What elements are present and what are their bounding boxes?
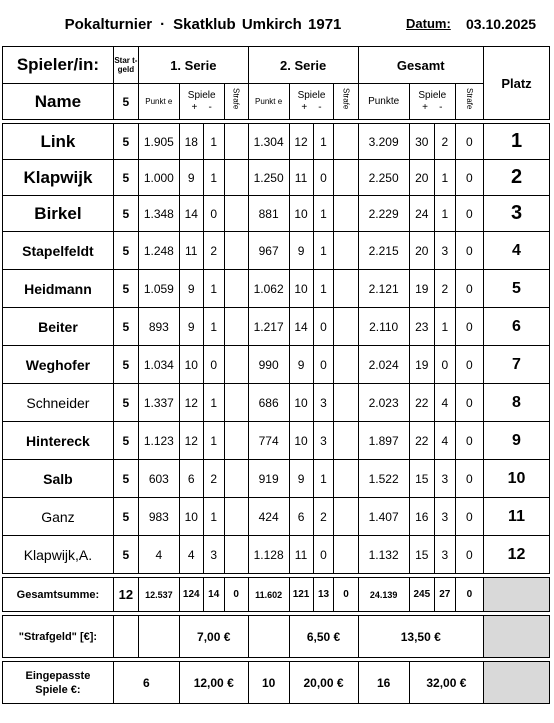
s2-lost: 1 [313,270,334,308]
total-points: 1.407 [358,498,409,536]
s1-lost: 2 [203,232,224,270]
s1-penalty [224,124,248,160]
s1-won: 14 [179,196,203,232]
fee-empty [113,616,138,658]
s1-won: 18 [179,124,203,160]
total-penalty: 0 [455,422,483,460]
s2-games-header: Spiele + - [289,84,334,120]
player-rank: 7 [484,346,550,384]
place-header: Platz [484,47,550,120]
player-rank: 2 [484,160,550,196]
total-penalty: 0 [455,460,483,498]
player-row [3,308,550,346]
player-start: 5 [113,196,138,232]
total-penalty: 0 [455,232,483,270]
totals-s2-points: 11.602 [248,578,289,612]
player-row [3,384,550,422]
s1-lost: 2 [203,460,224,498]
s2-lost: 0 [313,346,334,384]
s2-won: 11 [289,160,313,196]
fit-s1-amount: 12,00 € [179,662,248,704]
s1-lost: 1 [203,308,224,346]
total-header: Gesamt [358,47,483,84]
player-start: 5 [113,124,138,160]
s1-points-header: Punkt e [138,84,179,120]
player-rank: 12 [484,536,550,574]
player-rank: 10 [484,460,550,498]
total-lost: 2 [434,124,455,160]
totals-s2-won: 121 [289,578,313,612]
s1-penalty [224,384,248,422]
total-points: 2.024 [358,346,409,384]
totals-s1-points: 12.537 [138,578,179,612]
player-name: Birkel [3,196,114,232]
player-name: Schneider [3,384,114,422]
s2-penalty [334,536,358,574]
s1-penalty [224,308,248,346]
s1-points: 1.034 [138,346,179,384]
total-penalty: 0 [455,498,483,536]
title-separator: · [160,15,166,33]
player-row [3,346,550,384]
s1-lost: 0 [203,346,224,384]
total-penalty: 0 [455,346,483,384]
s2-penalty [334,346,358,384]
player-start: 5 [113,346,138,384]
s1-won: 6 [179,460,203,498]
s1-points: 1.059 [138,270,179,308]
s2-won: 10 [289,196,313,232]
s2-penalty [334,270,358,308]
sheet-header [2,2,550,46]
fee-s1-empty [138,616,179,658]
player-name: Klapwijk,A. [3,536,114,574]
s1-won: 9 [179,270,203,308]
s1-points: 4 [138,536,179,574]
fee-s2-empty [248,616,289,658]
fee-row [3,616,550,658]
totals-s1-won: 124 [179,578,203,612]
title-event: Pokalturnier [64,15,153,33]
fee-rank-empty [484,616,550,658]
total-points: 1.522 [358,460,409,498]
totals-s1-penalty: 0 [224,578,248,612]
total-penalty: 0 [455,270,483,308]
player-start: 5 [113,460,138,498]
s2-lost: 0 [313,160,334,196]
totals-s2-penalty: 0 [334,578,358,612]
fee-total: 13,50 € [358,616,483,658]
s1-penalty [224,270,248,308]
player-rank: 1 [484,124,550,160]
player-start: 5 [113,536,138,574]
s2-lost: 0 [313,308,334,346]
s2-lost: 1 [313,124,334,160]
fee-serie1: 7,00 € [179,616,248,658]
totals-total-penalty: 0 [455,578,483,612]
s2-won: 10 [289,422,313,460]
total-points: 2.215 [358,232,409,270]
player-start: 5 [113,498,138,536]
total-won: 22 [409,384,434,422]
total-penalty: 0 [455,384,483,422]
s2-points-header: Punkt e [248,84,289,120]
s2-points: 990 [248,346,289,384]
s2-lost: 1 [313,460,334,498]
totals-total-points: 24.139 [358,578,409,612]
s2-points: 424 [248,498,289,536]
s1-penalty [224,460,248,498]
s1-lost: 1 [203,270,224,308]
s1-points: 603 [138,460,179,498]
fit-total-count: 16 [358,662,409,704]
s2-points: 967 [248,232,289,270]
header-row-1 [3,47,550,84]
s1-penalty [224,232,248,270]
total-points: 2.121 [358,270,409,308]
player-name: Hintereck [3,422,114,460]
fit-rank-empty [484,662,550,704]
s1-lost: 1 [203,160,224,196]
s2-won: 6 [289,498,313,536]
total-won: 15 [409,536,434,574]
s1-lost: 0 [203,196,224,232]
player-start: 5 [113,270,138,308]
results-table [2,46,550,704]
player-rank: 8 [484,384,550,422]
total-won: 22 [409,422,434,460]
player-row [3,270,550,308]
s2-lost: 3 [313,422,334,460]
s1-points: 1.123 [138,422,179,460]
s1-points: 1.248 [138,232,179,270]
total-won: 15 [409,460,434,498]
total-penalty: 0 [455,196,483,232]
fee-serie2: 6,50 € [289,616,358,658]
s2-penalty [334,422,358,460]
total-points: 1.897 [358,422,409,460]
date-value: 03.10.2025 [466,16,537,32]
s1-points: 1.000 [138,160,179,196]
s1-won: 11 [179,232,203,270]
s2-penalty [334,124,358,160]
s2-points: 1.304 [248,124,289,160]
total-penalty: 0 [455,308,483,346]
s2-won: 14 [289,308,313,346]
player-name: Heidmann [3,270,114,308]
title-club: Skatklub Umkirch 1971 [173,15,342,33]
s2-penalty [334,384,358,422]
total-lost: 1 [434,196,455,232]
s1-lost: 1 [203,124,224,160]
s2-penalty [334,460,358,498]
player-rank: 3 [484,196,550,232]
total-points: 1.132 [358,536,409,574]
s1-points: 893 [138,308,179,346]
totals-s2-lost: 13 [313,578,334,612]
s1-penalty [224,498,248,536]
name-header: Name [3,84,114,120]
player-row [3,498,550,536]
total-penalty: 0 [455,536,483,574]
s1-lost: 1 [203,384,224,422]
total-lost: 3 [434,232,455,270]
s1-won: 9 [179,160,203,196]
serie1-header: 1. Serie [138,47,248,84]
totals-total-lost: 27 [434,578,455,612]
player-name: Klapwijk [3,160,114,196]
player-row [3,160,550,196]
total-won: 23 [409,308,434,346]
s2-penalty [334,498,358,536]
start-fee-header: Star t- geld [113,47,138,84]
s1-won: 10 [179,346,203,384]
total-won: 20 [409,232,434,270]
player-start: 5 [113,232,138,270]
s2-won: 9 [289,346,313,384]
total-games-header: Spiele + - [409,84,455,120]
s2-penalty [334,308,358,346]
total-lost: 3 [434,498,455,536]
total-points: 2.229 [358,196,409,232]
player-rank: 4 [484,232,550,270]
s2-points: 881 [248,196,289,232]
s1-won: 9 [179,308,203,346]
total-points: 2.250 [358,160,409,196]
fit-s2-count: 10 [248,662,289,704]
total-lost: 3 [434,536,455,574]
totals-total-won: 245 [409,578,434,612]
s2-won: 11 [289,536,313,574]
s1-won: 12 [179,384,203,422]
total-points: 3.209 [358,124,409,160]
s1-won: 4 [179,536,203,574]
s1-penalty [224,422,248,460]
player-row [3,422,550,460]
serie2-header: 2. Serie [248,47,358,84]
total-won: 24 [409,196,434,232]
s1-points: 1.337 [138,384,179,422]
total-points: 2.023 [358,384,409,422]
s2-points: 1.217 [248,308,289,346]
total-won: 20 [409,160,434,196]
total-lost: 2 [434,270,455,308]
player-row [3,460,550,498]
total-lost: 4 [434,384,455,422]
player-start: 5 [113,422,138,460]
s1-won: 10 [179,498,203,536]
fit-total-amount: 32,00 € [409,662,483,704]
totals-rank-empty [484,578,550,612]
s1-penalty [224,346,248,384]
player-name: Stapelfeldt [3,232,114,270]
player-name: Weghofer [3,346,114,384]
s2-points: 686 [248,384,289,422]
fee-label: "Strafgeld" [€]: [3,616,114,658]
player-start: 5 [113,384,138,422]
sheet-title [2,2,404,46]
s2-penalty [334,196,358,232]
s2-points: 919 [248,460,289,498]
total-penalty-header: Strafe [455,84,483,120]
total-lost: 1 [434,308,455,346]
total-won: 16 [409,498,434,536]
fit-s2-amount: 20,00 € [289,662,358,704]
s2-penalty [334,160,358,196]
s2-won: 10 [289,384,313,422]
s1-won: 12 [179,422,203,460]
player-rank: 9 [484,422,550,460]
fit-label: Eingepasste Spiele €: [3,662,114,704]
s1-lost: 1 [203,498,224,536]
player-row [3,232,550,270]
s2-won: 9 [289,232,313,270]
s2-lost: 0 [313,536,334,574]
s2-penalty [334,232,358,270]
total-lost: 1 [434,160,455,196]
s2-lost: 2 [313,498,334,536]
s1-penalty [224,536,248,574]
s2-won: 12 [289,124,313,160]
totals-label: Gesamtsumme: [3,578,114,612]
player-rank: 5 [484,270,550,308]
s1-penalty [224,196,248,232]
s2-won: 9 [289,460,313,498]
total-points: 2.110 [358,308,409,346]
player-rank: 6 [484,308,550,346]
s2-points: 1.128 [248,536,289,574]
s2-lost: 1 [313,232,334,270]
player-row [3,196,550,232]
s1-penalty [224,160,248,196]
player-name: Ganz [3,498,114,536]
player-rank: 11 [484,498,550,536]
player-name: Salb [3,460,114,498]
s2-lost: 1 [313,196,334,232]
fit-row [3,662,550,704]
total-points-header: Punkte [358,84,409,120]
s1-points: 1.905 [138,124,179,160]
s1-points: 1.348 [138,196,179,232]
total-won: 30 [409,124,434,160]
s2-points: 774 [248,422,289,460]
s1-lost: 1 [203,422,224,460]
fit-s1-count: 6 [113,662,179,704]
total-won: 19 [409,346,434,384]
total-penalty: 0 [455,124,483,160]
player-start: 5 [113,160,138,196]
s1-penalty-header: Strafe [224,84,248,120]
s1-lost: 3 [203,536,224,574]
s2-penalty-header: Strafe [334,84,358,120]
header-row-2 [3,84,550,120]
total-lost: 4 [434,422,455,460]
s2-won: 10 [289,270,313,308]
player-name: Link [3,124,114,160]
total-lost: 3 [434,460,455,498]
totals-s1-lost: 14 [203,578,224,612]
s1-games-header: Spiele + - [179,84,224,120]
s2-lost: 3 [313,384,334,422]
player-row [3,536,550,574]
s2-points: 1.062 [248,270,289,308]
s1-points: 983 [138,498,179,536]
player-header: Spieler/in: [3,47,114,84]
date-label: Datum: [406,16,451,31]
player-name: Beiter [3,308,114,346]
totals-start: 12 [113,578,138,612]
s2-points: 1.250 [248,160,289,196]
start-fee-value: 5 [113,84,138,120]
totals-row [3,578,550,612]
player-start: 5 [113,308,138,346]
total-lost: 0 [434,346,455,384]
player-row [3,124,550,160]
total-won: 19 [409,270,434,308]
total-penalty: 0 [455,160,483,196]
